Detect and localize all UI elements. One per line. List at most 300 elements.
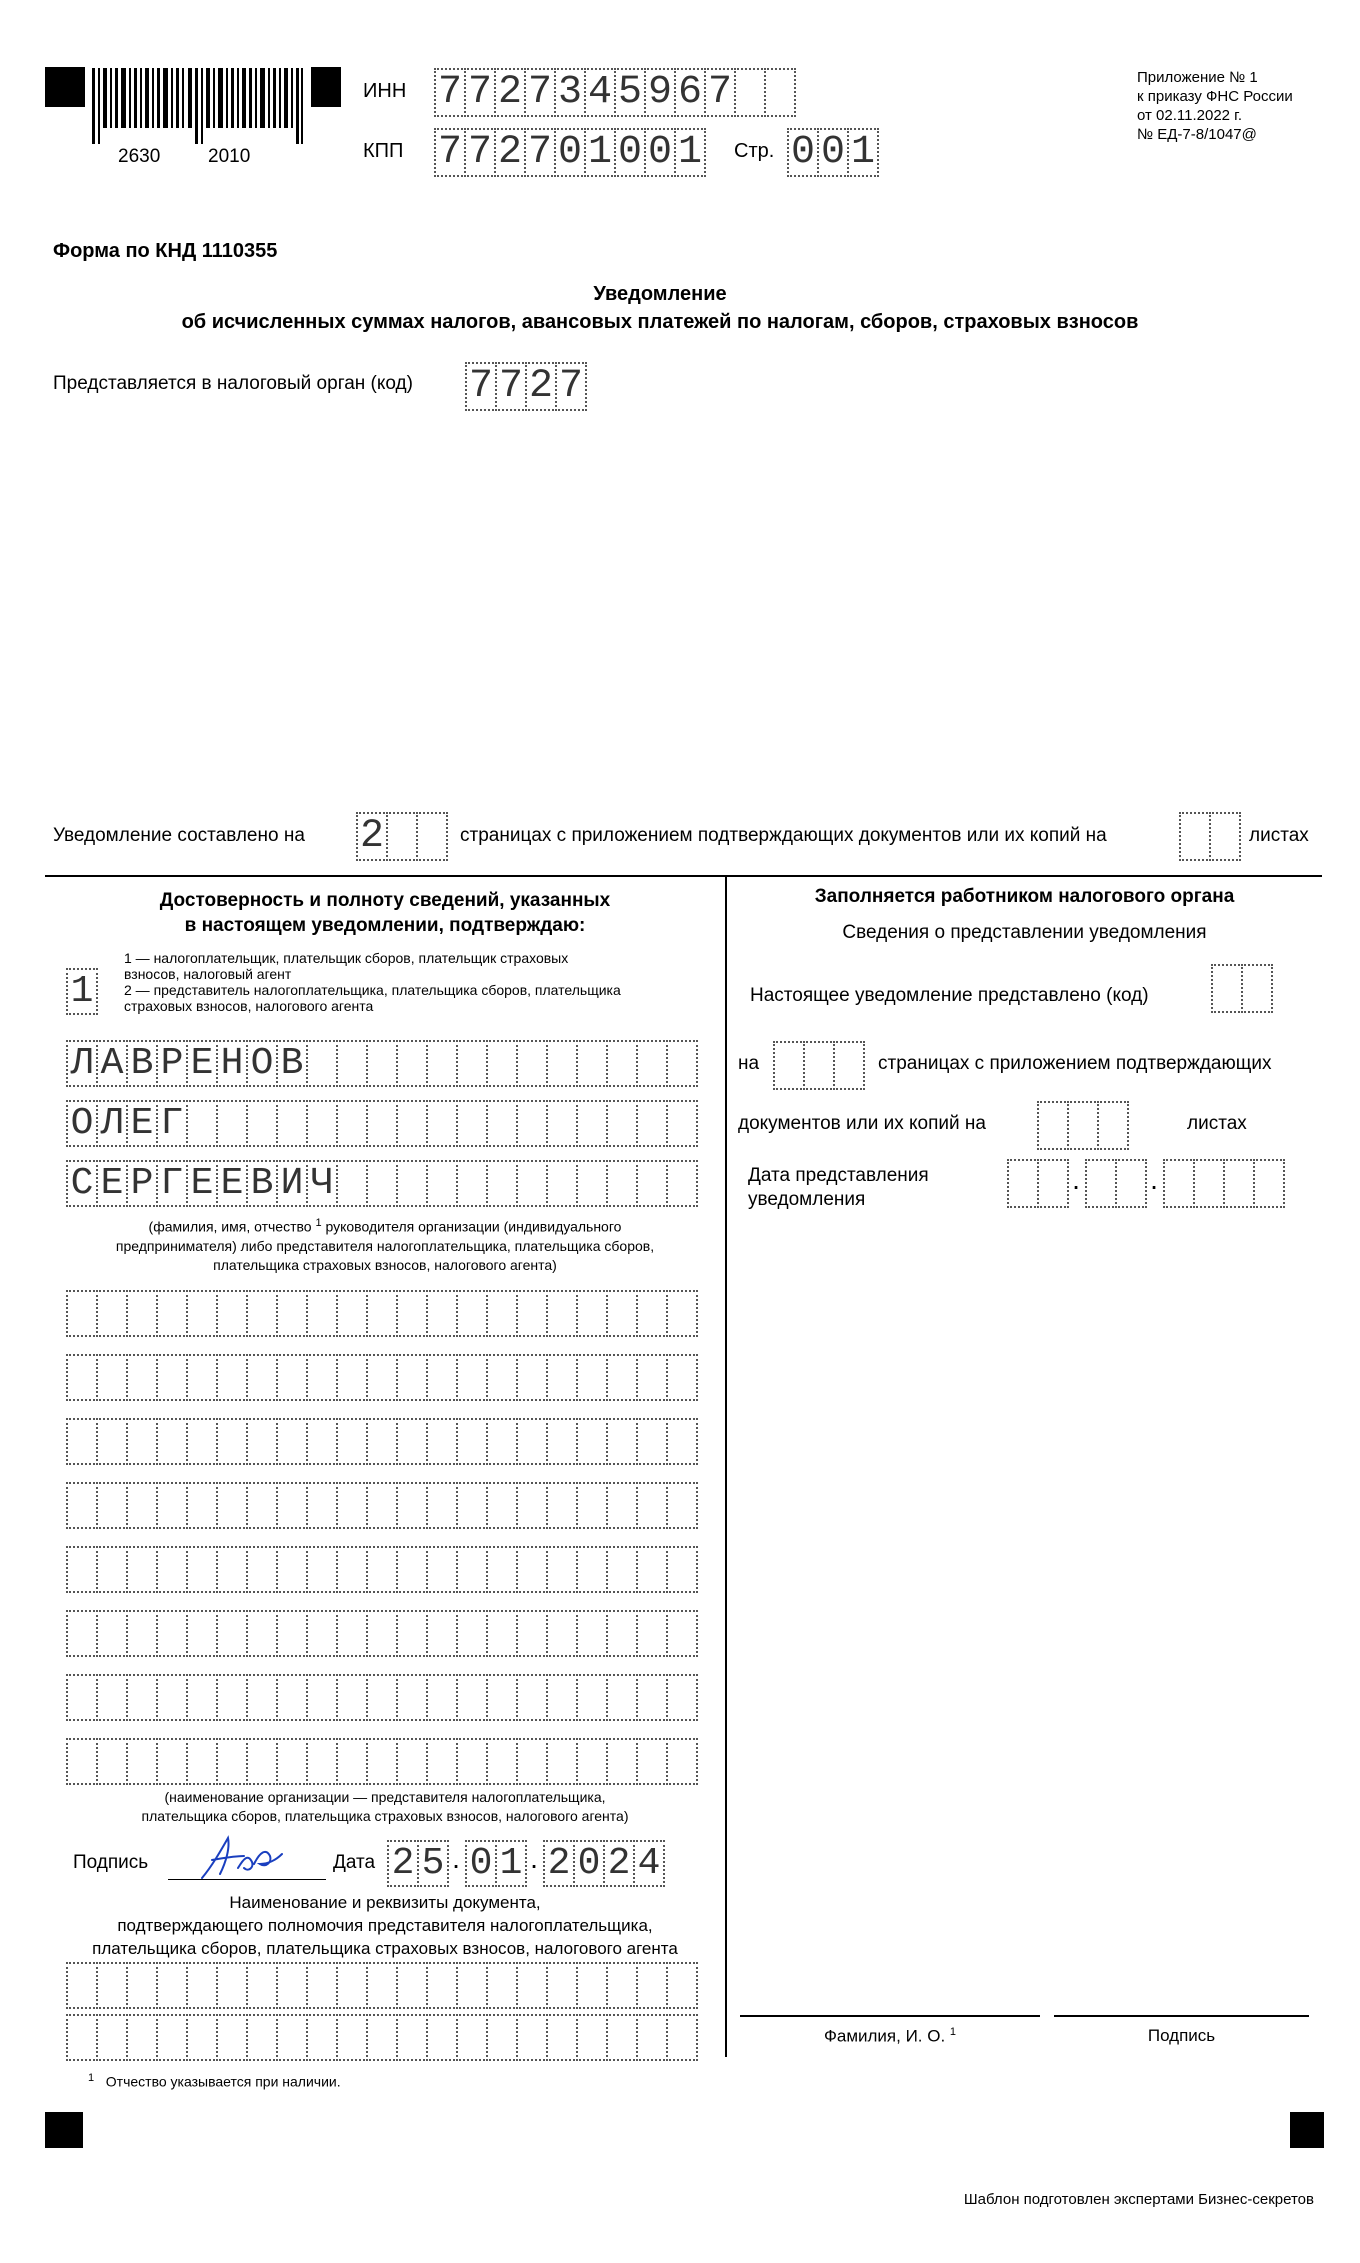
char-cell[interactable] [456,1674,488,1721]
char-cell[interactable] [606,1354,638,1401]
char-cell[interactable] [96,1290,128,1337]
char-cell[interactable] [186,1962,218,2009]
submission-date-day[interactable] [1007,1159,1067,1208]
char-cell[interactable] [426,1674,458,1721]
char-cell[interactable] [186,1290,218,1337]
char-cell[interactable] [426,1482,458,1529]
char-cell[interactable] [336,1100,368,1147]
char-cell[interactable] [126,1482,158,1529]
char-cell[interactable] [156,1546,188,1593]
char-cell[interactable]: Г [156,1160,188,1207]
char-cell[interactable] [456,1546,488,1593]
char-cell[interactable] [396,1418,428,1465]
char-cell[interactable]: 7 [524,68,556,117]
char-cell[interactable] [336,1610,368,1657]
char-cell[interactable] [734,68,766,117]
char-cell[interactable] [276,1100,308,1147]
char-cell[interactable] [516,1482,548,1529]
char-cell[interactable] [606,1418,638,1465]
char-cell[interactable] [426,1290,458,1337]
char-cell[interactable] [246,1546,278,1593]
char-cell[interactable] [186,1610,218,1657]
char-cell[interactable] [276,1482,308,1529]
char-cell[interactable]: В [126,1040,158,1087]
char-cell[interactable] [666,1962,698,2009]
char-cell[interactable] [546,1962,578,2009]
char-cell[interactable] [396,1354,428,1401]
char-cell[interactable] [366,1610,398,1657]
char-cell[interactable]: О [246,1040,278,1087]
char-cell[interactable] [456,1418,488,1465]
org-name-row[interactable] [66,1546,696,1593]
char-cell[interactable] [636,1160,668,1207]
char-cell[interactable] [516,1546,548,1593]
char-cell[interactable]: 2 [387,1840,419,1887]
char-cell[interactable] [66,1354,98,1401]
char-cell[interactable] [426,2014,458,2061]
char-cell[interactable]: 7 [434,68,466,117]
char-cell[interactable] [606,2014,638,2061]
char-cell[interactable] [246,1482,278,1529]
char-cell[interactable] [576,1418,608,1465]
char-cell[interactable] [486,1418,518,1465]
char-cell[interactable] [576,1354,608,1401]
authority-document-row[interactable] [66,1962,696,2009]
char-cell[interactable]: И [276,1160,308,1207]
char-cell[interactable] [396,1674,428,1721]
char-cell[interactable] [396,1040,428,1087]
patronymic-field[interactable] [66,1160,696,1207]
char-cell[interactable] [336,1738,368,1785]
char-cell[interactable] [576,1546,608,1593]
char-cell[interactable] [426,1610,458,1657]
date-year-cells[interactable] [543,1840,663,1887]
char-cell[interactable] [636,1962,668,2009]
char-cell[interactable] [276,1962,308,2009]
char-cell[interactable] [336,1040,368,1087]
char-cell[interactable] [366,1418,398,1465]
char-cell[interactable]: 7 [495,362,527,411]
char-cell[interactable] [366,1354,398,1401]
char-cell[interactable] [156,1418,188,1465]
char-cell[interactable] [516,2014,548,2061]
char-cell[interactable] [666,1418,698,1465]
char-cell[interactable] [276,1290,308,1337]
char-cell[interactable] [576,1962,608,2009]
char-cell[interactable] [366,1674,398,1721]
kpp-field[interactable] [434,128,704,177]
char-cell[interactable] [366,1546,398,1593]
char-cell[interactable] [606,1738,638,1785]
date-day-cells[interactable] [387,1840,447,1887]
org-name-row[interactable] [66,1354,696,1401]
char-cell[interactable] [96,2014,128,2061]
char-cell[interactable] [126,1354,158,1401]
char-cell[interactable] [636,1610,668,1657]
char-cell[interactable] [246,1610,278,1657]
char-cell[interactable] [636,1418,668,1465]
char-cell[interactable] [516,1738,548,1785]
char-cell[interactable] [486,1100,518,1147]
char-cell[interactable] [396,1610,428,1657]
char-cell[interactable] [96,1674,128,1721]
char-cell[interactable] [156,2014,188,2061]
char-cell[interactable] [156,1354,188,1401]
char-cell[interactable] [186,1418,218,1465]
char-cell[interactable] [336,1354,368,1401]
submission-date-field[interactable] [1007,1159,1283,1208]
char-cell[interactable] [486,1290,518,1337]
char-cell[interactable] [486,1738,518,1785]
char-cell[interactable] [276,2014,308,2061]
char-cell[interactable] [66,1962,98,2009]
char-cell[interactable]: Ч [306,1160,338,1207]
char-cell[interactable] [306,1962,338,2009]
char-cell[interactable] [666,1354,698,1401]
char-cell[interactable] [606,1674,638,1721]
char-cell[interactable] [96,1610,128,1657]
char-cell[interactable] [576,1040,608,1087]
sheets-count-field[interactable] [1179,812,1239,861]
char-cell[interactable] [1209,812,1241,861]
char-cell[interactable] [126,1546,158,1593]
char-cell[interactable] [636,2014,668,2061]
char-cell[interactable] [306,1290,338,1337]
char-cell[interactable] [606,1290,638,1337]
char-cell[interactable] [396,1738,428,1785]
char-cell[interactable] [606,1482,638,1529]
char-cell[interactable] [456,1962,488,2009]
char-cell[interactable] [156,1738,188,1785]
char-cell[interactable] [666,1546,698,1593]
char-cell[interactable] [96,1354,128,1401]
char-cell[interactable] [1163,1159,1195,1208]
received-pages-field[interactable] [773,1041,863,1090]
char-cell[interactable] [666,1290,698,1337]
org-name-row[interactable] [66,1418,696,1465]
char-cell[interactable] [276,1418,308,1465]
char-cell[interactable]: 7 [465,362,497,411]
char-cell[interactable] [336,1546,368,1593]
char-cell[interactable] [216,1546,248,1593]
char-cell[interactable] [66,1546,98,1593]
char-cell[interactable]: 2 [603,1840,635,1887]
char-cell[interactable] [426,1160,458,1207]
char-cell[interactable] [366,1738,398,1785]
char-cell[interactable]: 0 [573,1840,605,1887]
char-cell[interactable] [66,1482,98,1529]
char-cell[interactable] [1007,1159,1039,1208]
char-cell[interactable] [126,1674,158,1721]
char-cell[interactable] [366,1482,398,1529]
char-cell[interactable] [366,1100,398,1147]
submission-date-month[interactable] [1085,1159,1145,1208]
char-cell[interactable]: 0 [554,128,586,177]
char-cell[interactable] [516,1160,548,1207]
char-cell[interactable] [1211,964,1243,1013]
char-cell[interactable] [1097,1101,1129,1150]
char-cell[interactable] [486,1674,518,1721]
char-cell[interactable] [486,2014,518,2061]
signature-date-field[interactable] [387,1840,663,1887]
char-cell[interactable] [456,1482,488,1529]
char-cell[interactable] [96,1738,128,1785]
char-cell[interactable] [426,1546,458,1593]
char-cell[interactable] [306,1040,338,1087]
char-cell[interactable] [96,1546,128,1593]
char-cell[interactable] [246,1418,278,1465]
char-cell[interactable] [576,1674,608,1721]
char-cell[interactable] [216,1610,248,1657]
tax-authority-code-field[interactable] [465,362,585,411]
char-cell[interactable] [156,1290,188,1337]
char-cell[interactable] [546,1160,578,1207]
char-cell[interactable]: 2 [525,362,557,411]
char-cell[interactable] [803,1041,835,1090]
char-cell[interactable] [606,1040,638,1087]
char-cell[interactable] [366,1160,398,1207]
char-cell[interactable] [216,1418,248,1465]
char-cell[interactable]: Л [96,1100,128,1147]
char-cell[interactable] [666,1160,698,1207]
char-cell[interactable] [426,1738,458,1785]
char-cell[interactable] [516,1040,548,1087]
char-cell[interactable] [426,1354,458,1401]
char-cell[interactable]: Л [66,1040,98,1087]
char-cell[interactable] [306,1354,338,1401]
char-cell[interactable] [186,1354,218,1401]
char-cell[interactable]: В [246,1160,278,1207]
org-name-row[interactable] [66,1290,696,1337]
char-cell[interactable] [1223,1159,1255,1208]
char-cell[interactable] [396,1546,428,1593]
char-cell[interactable] [456,1738,488,1785]
char-cell[interactable] [246,1290,278,1337]
char-cell[interactable]: С [66,1160,98,1207]
char-cell[interactable] [1241,964,1273,1013]
char-cell[interactable] [426,1040,458,1087]
char-cell[interactable] [126,1610,158,1657]
char-cell[interactable] [246,1962,278,2009]
char-cell[interactable] [636,1354,668,1401]
char-cell[interactable] [246,2014,278,2061]
char-cell[interactable] [306,1674,338,1721]
char-cell[interactable]: 5 [614,68,646,117]
char-cell[interactable] [366,2014,398,2061]
char-cell[interactable] [186,2014,218,2061]
char-cell[interactable]: 7 [704,68,736,117]
submission-date-year[interactable] [1163,1159,1283,1208]
char-cell[interactable] [216,1100,248,1147]
char-cell[interactable] [546,1674,578,1721]
char-cell[interactable] [306,1418,338,1465]
char-cell[interactable] [426,1100,458,1147]
char-cell[interactable] [336,1418,368,1465]
char-cell[interactable] [216,1674,248,1721]
char-cell[interactable] [276,1546,308,1593]
char-cell[interactable] [666,1100,698,1147]
char-cell[interactable] [276,1674,308,1721]
char-cell[interactable] [606,1546,638,1593]
char-cell[interactable] [546,2014,578,2061]
char-cell[interactable]: Е [216,1160,248,1207]
char-cell[interactable] [516,1100,548,1147]
char-cell[interactable] [486,1962,518,2009]
char-cell[interactable] [336,1160,368,1207]
received-sheets-field[interactable] [1037,1101,1127,1150]
char-cell[interactable] [366,1290,398,1337]
char-cell[interactable] [126,1290,158,1337]
char-cell[interactable]: 9 [644,68,676,117]
char-cell[interactable] [764,68,796,117]
pages-count-field[interactable] [356,812,446,861]
char-cell[interactable] [576,1290,608,1337]
char-cell[interactable] [216,1354,248,1401]
char-cell[interactable] [666,1738,698,1785]
char-cell[interactable]: 2 [494,68,526,117]
char-cell[interactable] [666,1610,698,1657]
char-cell[interactable]: Е [186,1040,218,1087]
char-cell[interactable]: Н [216,1040,248,1087]
char-cell[interactable]: 0 [465,1840,497,1887]
org-name-row[interactable] [66,1738,696,1785]
char-cell[interactable] [336,1674,368,1721]
org-name-row[interactable] [66,1674,696,1721]
char-cell[interactable] [306,1100,338,1147]
char-cell[interactable] [246,1354,278,1401]
char-cell[interactable] [96,1418,128,1465]
char-cell[interactable] [416,812,448,861]
inn-field[interactable] [434,68,794,117]
char-cell[interactable] [546,1100,578,1147]
char-cell[interactable] [1253,1159,1285,1208]
char-cell[interactable]: 7 [555,362,587,411]
char-cell[interactable] [456,1610,488,1657]
char-cell[interactable] [576,1738,608,1785]
char-cell[interactable] [456,2014,488,2061]
char-cell[interactable]: 0 [817,128,849,177]
char-cell[interactable]: 1 [847,128,879,177]
char-cell[interactable] [366,1040,398,1087]
char-cell[interactable] [486,1354,518,1401]
char-cell[interactable] [216,2014,248,2061]
char-cell[interactable] [606,1100,638,1147]
char-cell[interactable] [636,1738,668,1785]
char-cell[interactable] [66,1610,98,1657]
char-cell[interactable] [456,1100,488,1147]
char-cell[interactable]: 7 [434,128,466,177]
char-cell[interactable]: Е [126,1100,158,1147]
char-cell[interactable]: 6 [674,68,706,117]
first-name-field[interactable] [66,1100,696,1147]
char-cell[interactable] [516,1962,548,2009]
char-cell[interactable]: 0 [787,128,819,177]
char-cell[interactable]: 7 [464,68,496,117]
char-cell[interactable] [486,1160,518,1207]
char-cell[interactable] [486,1610,518,1657]
char-cell[interactable] [636,1040,668,1087]
char-cell[interactable] [96,1482,128,1529]
char-cell[interactable] [186,1546,218,1593]
char-cell[interactable] [1085,1159,1117,1208]
char-cell[interactable]: Р [126,1160,158,1207]
char-cell[interactable] [396,1482,428,1529]
char-cell[interactable] [546,1040,578,1087]
char-cell[interactable] [66,1290,98,1337]
char-cell[interactable] [773,1041,805,1090]
char-cell[interactable] [636,1674,668,1721]
char-cell[interactable] [546,1482,578,1529]
char-cell[interactable] [276,1610,308,1657]
char-cell[interactable] [216,1962,248,2009]
char-cell[interactable] [576,1610,608,1657]
char-cell[interactable] [306,1610,338,1657]
char-cell[interactable] [276,1354,308,1401]
char-cell[interactable] [306,1546,338,1593]
char-cell[interactable] [386,812,418,861]
char-cell[interactable] [666,1040,698,1087]
char-cell[interactable] [126,1418,158,1465]
char-cell[interactable] [396,2014,428,2061]
char-cell[interactable] [246,1738,278,1785]
char-cell[interactable]: 1 [674,128,706,177]
char-cell[interactable] [126,1738,158,1785]
char-cell[interactable] [336,1482,368,1529]
submitted-code-field[interactable] [1211,964,1271,1013]
char-cell[interactable] [546,1290,578,1337]
char-cell[interactable] [186,1738,218,1785]
char-cell[interactable] [456,1040,488,1087]
char-cell[interactable] [636,1290,668,1337]
char-cell[interactable]: 2 [356,812,388,861]
char-cell[interactable] [636,1100,668,1147]
char-cell[interactable]: В [276,1040,308,1087]
char-cell[interactable] [156,1962,188,2009]
char-cell[interactable]: 4 [584,68,616,117]
char-cell[interactable] [336,1962,368,2009]
char-cell[interactable] [126,2014,158,2061]
char-cell[interactable] [576,2014,608,2061]
char-cell[interactable] [516,1674,548,1721]
char-cell[interactable] [576,1160,608,1207]
char-cell[interactable] [1115,1159,1147,1208]
char-cell[interactable]: 3 [554,68,586,117]
char-cell[interactable]: О [66,1100,98,1147]
char-cell[interactable]: А [96,1040,128,1087]
char-cell[interactable] [636,1546,668,1593]
char-cell[interactable] [456,1160,488,1207]
char-cell[interactable] [1067,1101,1099,1150]
char-cell[interactable] [833,1041,865,1090]
char-cell[interactable]: 1 [584,128,616,177]
char-cell[interactable] [546,1610,578,1657]
char-cell[interactable] [426,1418,458,1465]
char-cell[interactable] [516,1290,548,1337]
char-cell[interactable]: 4 [633,1840,665,1887]
char-cell[interactable]: 0 [644,128,676,177]
char-cell[interactable] [666,2014,698,2061]
char-cell[interactable] [546,1354,578,1401]
char-cell[interactable] [1193,1159,1225,1208]
char-cell[interactable] [366,1962,398,2009]
char-cell[interactable] [576,1100,608,1147]
authority-document-row[interactable] [66,2014,696,2061]
char-cell[interactable] [576,1482,608,1529]
char-cell[interactable] [66,1738,98,1785]
char-cell[interactable]: Е [96,1160,128,1207]
char-cell[interactable] [216,1290,248,1337]
char-cell[interactable] [486,1040,518,1087]
